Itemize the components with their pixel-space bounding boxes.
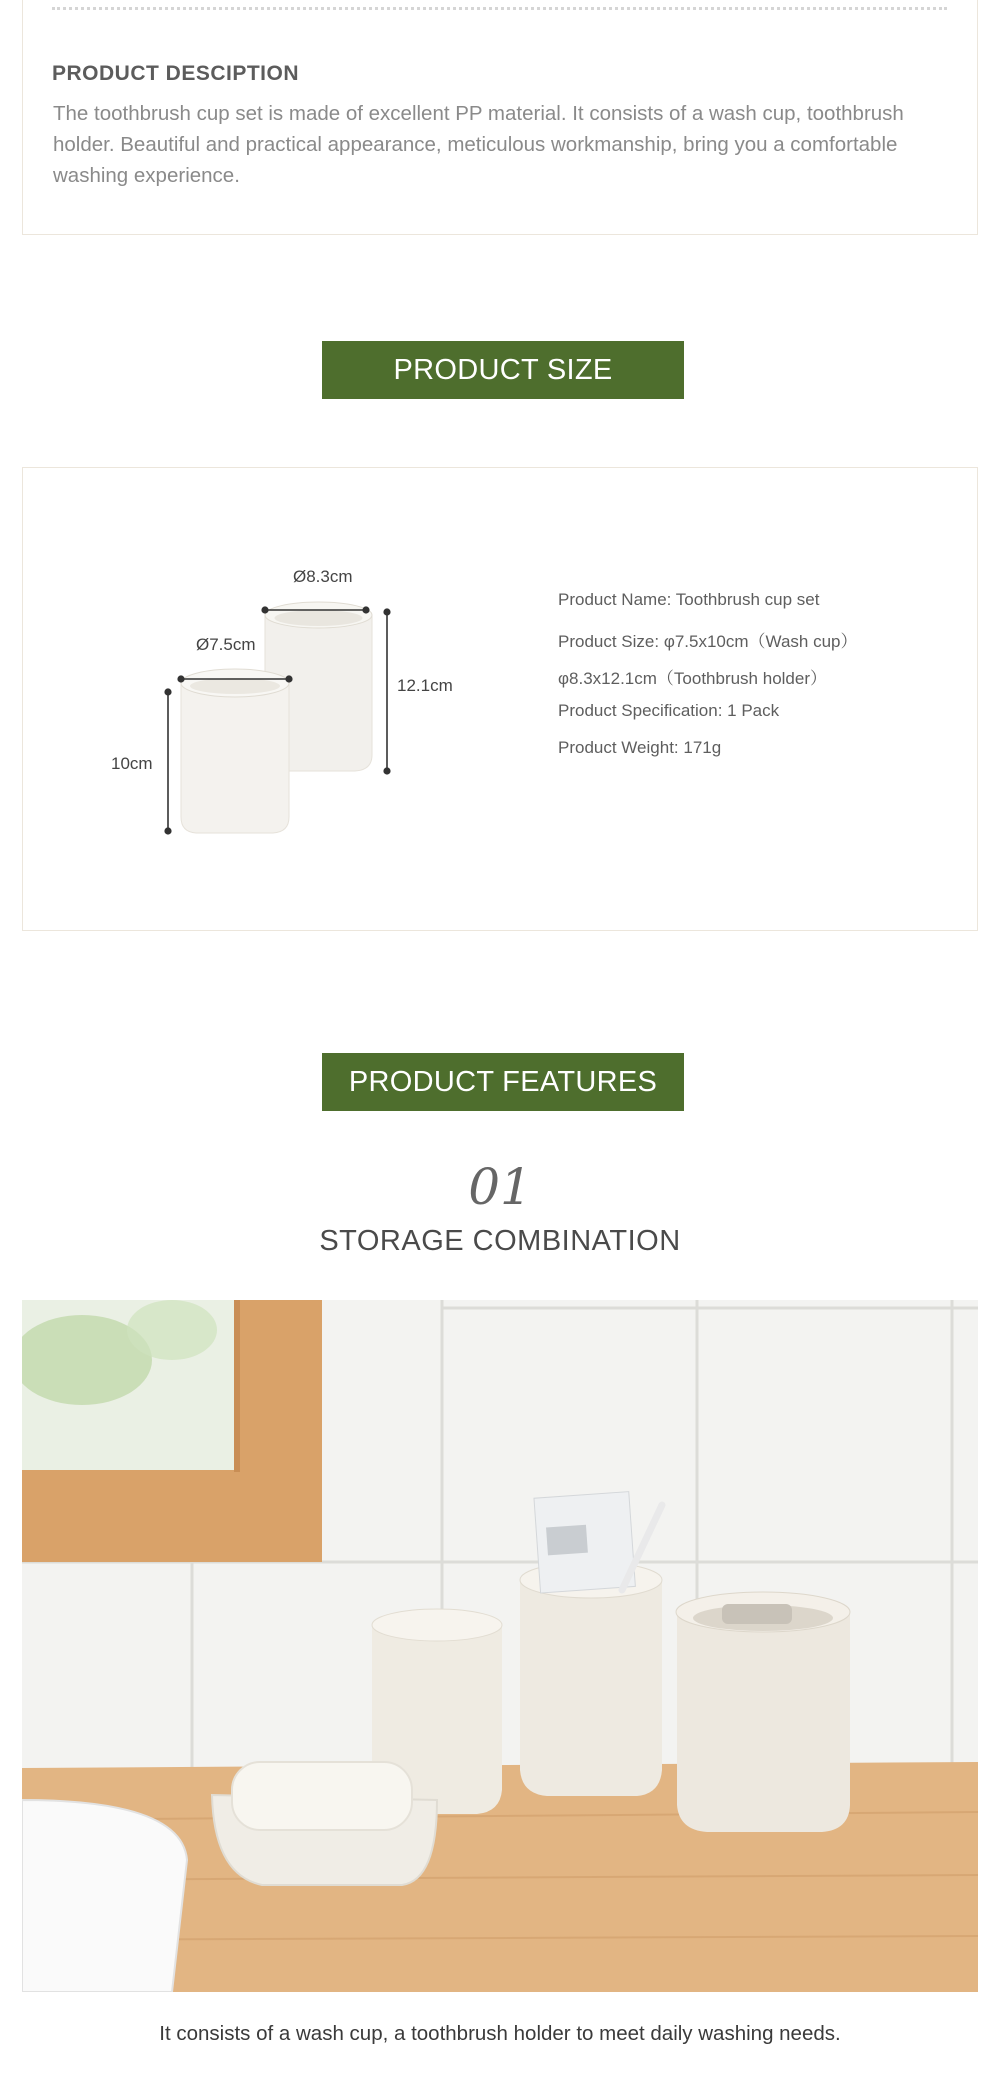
bathroom-product-photo (22, 1300, 978, 1992)
spec-weight: Product Weight: 171g (558, 738, 722, 757)
feature-title: STORAGE COMBINATION (319, 1225, 681, 1257)
description-heading: PRODUCT DESCIPTION (52, 62, 300, 85)
dotted-divider (52, 7, 947, 10)
wash-cup-illustration (181, 669, 289, 833)
description-text: The toothbrush cup set is made of excellent PP material. It consists of a wash cup, toothbrush holder. Beautiful and practical appearance, meticulous workmanship, bring you a comfortable washing experience. (53, 102, 904, 187)
spec-holder-size: φ8.3x12.1cm（Toothbrush holder） (558, 669, 827, 688)
product-size-banner: PRODUCT SIZE (322, 341, 684, 399)
feature-caption: It consists of a wash cup, a toothbrush holder to meet daily washing needs. (159, 2022, 841, 2045)
product-features-banner: PRODUCT FEATURES (322, 1053, 684, 1111)
holder-height-label: 12.1cm (397, 676, 453, 695)
cup-diameter-label: Ø7.5cm (196, 635, 256, 654)
spec-specification: Product Specification: 1 Pack (558, 701, 780, 720)
cup-dimension-diagram (100, 555, 480, 845)
spec-product-name: Product Name: Toothbrush cup set (558, 590, 820, 609)
feature-number: 01 (468, 1158, 532, 1216)
spec-product-size: Product Size: φ7.5x10cm（Wash cup） (558, 632, 858, 651)
holder-diameter-label: Ø8.3cm (293, 567, 353, 586)
cup-height-label: 10cm (111, 754, 153, 773)
